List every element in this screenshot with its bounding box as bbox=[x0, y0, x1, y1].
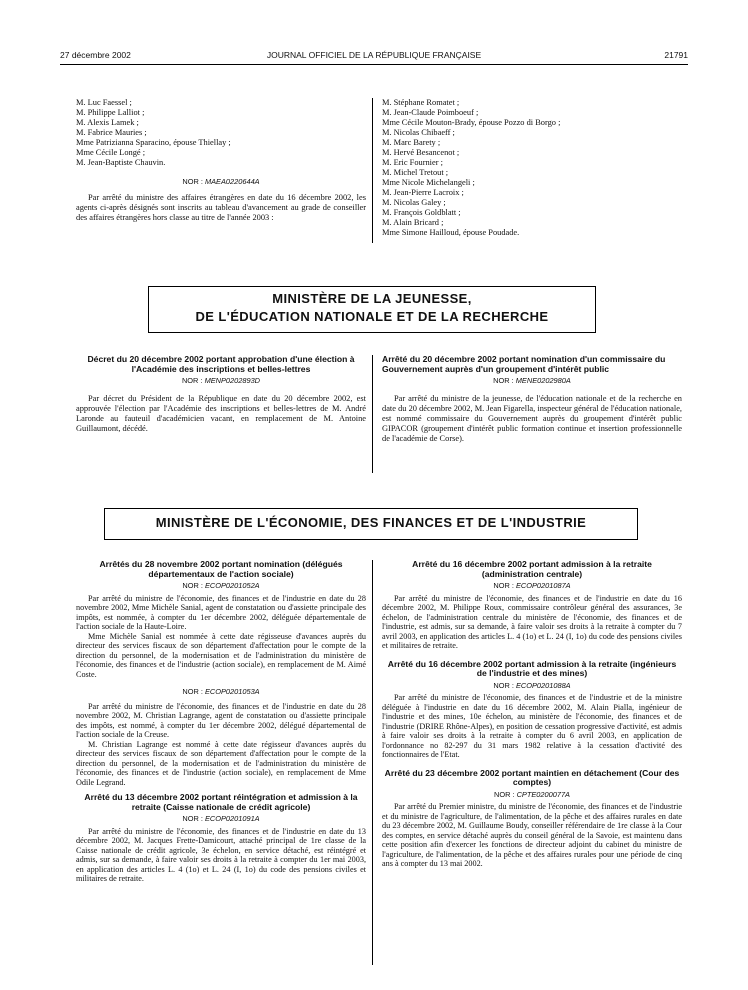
nor-reference: NOR : ECOP0201091A bbox=[182, 814, 260, 823]
body-paragraph: Mme Michèle Sanial est nommée à cette date régisseuse d'avances auprès du directeur des services fiscaux de son département d'affectation pour le compte de la direction du personnel, de la modernisation et de l'administration du ministère de l'économie, des finances et de l'industrie (action sociale), en remplacement de M. Aimé Coste. bbox=[76, 631, 366, 679]
list-item: Mme Patrizianna Sparacino, épouse Thiellay ; bbox=[76, 138, 231, 147]
list-item: Mme Cécile Mouton-Brady, épouse Pozzo di Borgo ; bbox=[382, 118, 561, 127]
list-item: M. Luc Faessel ; bbox=[76, 98, 132, 107]
header-date: 27 décembre 2002 bbox=[60, 50, 131, 60]
header-journal-title: JOURNAL OFFICIEL DE LA RÉPUBLIQUE FRANÇAISE bbox=[266, 50, 482, 60]
article-title: Arrêtés du 28 novembre 2002 portant nomination (délégués départementaux de l'action sociale) bbox=[99, 559, 343, 579]
column-divider bbox=[372, 98, 373, 243]
column-divider bbox=[372, 355, 373, 473]
ministry-heading-line: DE L'ÉDUCATION NATIONALE ET DE LA RECHERCHE bbox=[195, 309, 549, 324]
list-item: M. Philippe Lalliot ; bbox=[76, 108, 145, 117]
order-social-delegates-second bbox=[76, 687, 366, 787]
body-paragraph: Par arrêté du ministre de l'économie, des finances et de l'industrie en date du 28 novembre 2002, Mme Michèle Sanial, agent de constatation ou d'assiette principale des impôts, est nommée, à compter du 1er décembre 2002, déléguée départementale de l'action sociale de la Haute-Loire. bbox=[76, 593, 366, 631]
list-item: M. Michel Tretout ; bbox=[382, 168, 449, 177]
order-gipacor-commissioner bbox=[382, 355, 682, 444]
list-item: Mme Nicole Michelangeli ; bbox=[382, 178, 475, 187]
list-item: M. Jean-Claude Poimboeuf ; bbox=[382, 108, 479, 117]
order-reinstatement-retirement bbox=[76, 793, 366, 884]
article-title: Arrêté du 16 décembre 2002 portant admission à la retraite (ingénieurs de l'industrie et des mines) bbox=[387, 658, 677, 678]
list-item: M. Nicolas Galey ; bbox=[382, 198, 446, 207]
article-title: Arrêté du 23 décembre 2002 portant maintien en détachement (Cour des comptes) bbox=[384, 767, 680, 787]
page-header bbox=[60, 50, 688, 64]
article-title: Arrêté du 20 décembre 2002 portant nomination d'un commissaire du Gouvernement auprès d'un groupement d'intérêt public bbox=[382, 354, 666, 374]
economy-left-column bbox=[76, 560, 366, 892]
ministry-heading-line: MINISTÈRE DE L'ÉCONOMIE, DES FINANCES ET DE L'INDUSTRIE bbox=[155, 515, 587, 530]
list-item: M. Alexis Lamek ; bbox=[76, 118, 139, 127]
article-title: Arrêté du 16 décembre 2002 portant admission à la retraite (administration centrale) bbox=[412, 559, 652, 579]
column-divider bbox=[372, 560, 373, 965]
body-paragraph: Par arrêté du ministre de l'économie, des finances et de l'industrie et de la ministre déléguée à l'industrie en date du 16 décembre 2002, M. Alain Pialla, ingénieur de l'industrie et des mines, 10e échelon, au ministère de l'économie, des finances et de l'industrie (DRIRE Rhône-Alpes), en position de cessation progressive d'activité, est admis à faire valoir ses droits à la retraite à compter du 6 avril 2003, en application de l'ordonnance no 82-297 du 31 mars 1982 relative à la cessation d'activité des fonctionnaires de l'Etat. bbox=[382, 693, 682, 759]
nor-reference: NOR : MAEA0220644A bbox=[182, 177, 260, 186]
top-right-column bbox=[382, 98, 682, 238]
list-item: M. Eric Fournier ; bbox=[382, 158, 443, 167]
decree-academy-election bbox=[76, 355, 366, 434]
nor-reference: NOR : MENP0202893D bbox=[181, 376, 261, 385]
body-paragraph: Par décret du Président de la République en date du 20 décembre 2002, est approuvée l'élection par l'Académie des inscriptions et belles-lettres de M. André Laronde au fauteuil d'académicien vacant, en remplacement de M. Antoine Guillaumont, décédé. bbox=[76, 394, 366, 433]
body-paragraph: Par arrêté du ministre de l'économie, des finances et de l'industrie en date du 16 décembre 2002, M. Philippe Roux, commissaire contrôleur général des assurances, 3e échelon, de l'administration centrale du ministère de l'économie, des finances et de l'industrie, est admis, sur sa demande, à faire valoir ses droits à la retraite à compter du 7 avril 2003, en application des articles L. 4 (1o) et L. 24 (I, 1o) du code des pensions civiles et militaires de retraite. bbox=[382, 593, 682, 650]
list-item: M. Nicolas Chibaeff ; bbox=[382, 128, 455, 137]
article-title: Décret du 20 décembre 2002 portant approbation d'une élection à l'Académie des inscriptions et belles-lettres bbox=[87, 354, 355, 374]
list-item: Mme Cécile Longé ; bbox=[76, 148, 146, 157]
list-item: M. Jean-Pierre Lacroix ; bbox=[382, 188, 464, 197]
nor-reference: NOR : ECOP0201087A bbox=[493, 581, 571, 590]
ministry-heading-education bbox=[148, 286, 596, 333]
nor-reference: NOR : CPTE0200077A bbox=[493, 789, 570, 799]
article-title: Arrêté du 13 décembre 2002 portant réintégration et admission à la retraite (Caisse nationale de crédit agricole) bbox=[84, 792, 358, 812]
header-page-number: 21791 bbox=[664, 50, 688, 60]
order-retirement-central-administration bbox=[382, 560, 682, 651]
ministry-heading-line: MINISTÈRE DE LA JEUNESSE, bbox=[272, 291, 472, 306]
list-item: M. Alain Bricard ; bbox=[382, 218, 444, 227]
nor-reference: NOR : MENE0202980A bbox=[493, 376, 571, 385]
name-list-right bbox=[382, 98, 682, 238]
body-paragraph: Par arrêté du Premier ministre, du ministre de l'économie, des finances et de l'industrie et du ministre de l'agriculture, de l'alimentation, de la pêche et des affaires rurales en date du 23 décembre 2002, M. Guillaume Boudy, conseiller référendaire de 1re classe à la Cour des comptes, en service détaché auprès du conseil général de la Savoie, est maintenu dans cette position afin d'exercer les fonctions de directeur adjoint du cabinet du ministre de l'agriculture, de l'alimentation, de la pêche et des affaires rurales pour une période de cinq ans à compter du 13 mai 2002. bbox=[382, 802, 682, 868]
list-item: M. Marc Barety ; bbox=[382, 138, 441, 147]
list-item: M. Hervé Besancenot ; bbox=[382, 148, 460, 157]
list-item: Mme Simone Hailloud, épouse Poudade. bbox=[382, 228, 520, 237]
nor-reference: NOR : ECOP0201053A bbox=[182, 687, 260, 696]
list-item: M. Jean-Baptiste Chauvin. bbox=[76, 158, 166, 167]
name-list-left bbox=[76, 98, 366, 168]
nor-reference: NOR : ECOP0201088A bbox=[493, 680, 571, 690]
ministry-heading-economy bbox=[104, 508, 638, 540]
body-paragraph: M. Christian Lagrange est nommé à cette date régisseur d'avances auprès du directeur des services fiscaux de son département d'affectation pour le compte de la direction du personnel, de la modernisation et de l'administration du ministère de l'économie, des finances et de l'industrie (action sociale), en remplacement de Mme Odile Legrand. bbox=[76, 739, 366, 787]
order-retirement-engineers bbox=[382, 660, 682, 760]
body-paragraph: Par arrêté du ministre des affaires étrangères en date du 16 décembre 2002, les agents ci-après désignés sont inscrits au tableau d'avancement au grade de conseiller des affaires étrangères hors classe au titre de l'année 2003 : bbox=[76, 193, 366, 222]
top-left-column bbox=[76, 98, 366, 223]
order-detachment-court-of-audit bbox=[382, 769, 682, 869]
nor-reference: NOR : ECOP0201052A bbox=[182, 581, 260, 590]
body-paragraph: Par arrêté du ministre de l'économie, des finances et de l'industrie en date du 13 décembre 2002, M. Jacques Frette-Damicourt, attaché principal de 1re classe de la Caisse nationale de crédit agricole, 3e échelon, en service détaché, est réintégré et admis, sur sa demande, à faire valoir ses droits à la retraite à compter du 1er mai 2003, en application des articles L. 4 (1o) et L. 24 (I, 1o) du code des pensions civiles et militaires de retraite. bbox=[76, 826, 366, 883]
list-item: M. Stéphane Romatet ; bbox=[382, 98, 460, 107]
economy-right-column bbox=[382, 560, 682, 877]
body-paragraph: Par arrêté du ministre de l'économie, des finances et de l'industrie en date du 28 novembre 2002, M. Christian Lagrange, agent de constatation ou d'assiette principale des impôts, est nommé, à compter du 1er décembre 2002, délégué départemental de l'action sociale de la Creuse. bbox=[76, 701, 366, 739]
header-rule bbox=[60, 64, 688, 65]
list-item: M. François Goldblatt ; bbox=[382, 208, 461, 217]
order-social-delegates bbox=[76, 560, 366, 679]
body-paragraph: Par arrêté du ministre de la jeunesse, de l'éducation nationale et de la recherche en date du 20 décembre 2002, M. Jean Figarella, inspecteur général de l'éducation nationale, est nommé commissaire du Gouvernement auprès du groupement d'intérêt public GIPACOR (groupement d'intérêt public formation continue et insertion professionnelle de l'académie de Corse). bbox=[382, 394, 682, 443]
list-item: M. Fabrice Mauries ; bbox=[76, 128, 147, 137]
